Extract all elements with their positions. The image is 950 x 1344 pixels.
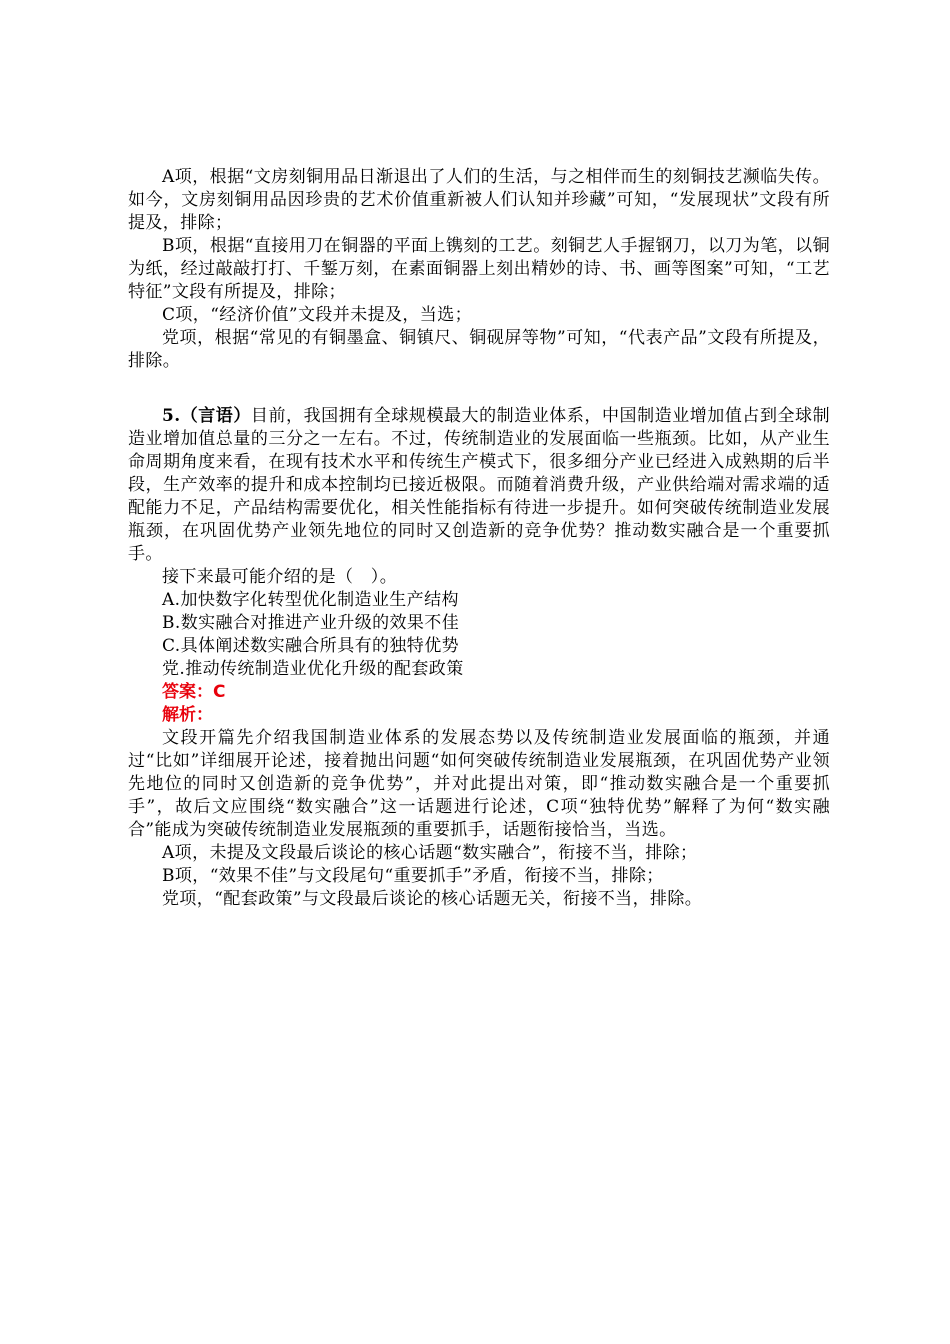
option-d: 党.推动传统制造业优化升级的配套政策 — [162, 659, 464, 679]
analysis-option-c: C项，“经济价值”文段并未提及，当选； — [162, 305, 472, 325]
question-number: 5.（言语） — [162, 406, 251, 426]
option-b: B.数实融合对推进产业升级的效果不佳 — [162, 613, 460, 633]
question-prompt: 接下来最可能介绍的是（ ）。 — [162, 567, 398, 587]
option-c: C.具体阐述数实融合所具有的独特优势 — [162, 636, 460, 656]
analysis-option-d: 党项，根据“常见的有铜墨盒、铜镇尺、铜砚屏等物”可知，“代表产品”文段有所提及，排除。 — [128, 328, 830, 371]
analysis-label: 解析： — [162, 705, 213, 725]
question-5 — [128, 405, 830, 911]
answer-label: 答案：C — [162, 682, 226, 702]
option-a: A.加快数字化转型优化制造业生产结构 — [162, 590, 459, 610]
analysis-text: 文段开篇先介绍我国制造业体系的发展态势以及传统制造业发展面临的瓶颈，并通过“比如”详细展开论述，接着抛出问题“如何突破传统制造业发展瓶颈，在巩固优势产业领先地位的同时又创造新的竞争优势”，并对此提出对策，即“推动数实融合是一个重要抓手”，故后文应围绕“数实融合”这一话题进行论述，C项“独特优势”解释了为何“数实融合”能成为突破传统制造业发展瓶颈的重要抓手，话题衔接恰当，当选。 — [128, 728, 830, 840]
elimination-d: 党项，“配套政策”与文段最后谈论的核心话题无关，衔接不当，排除。 — [162, 889, 703, 909]
analysis-option-a: A项，根据“文房刻铜用品日渐退出了人们的生活，与之相伴而生的刻铜技艺濒临失传。如今，文房刻铜用品因珍贵的艺术价值重新被人们认知并珍藏”可知，“发展现状”文段有所提及，排除； — [128, 167, 830, 233]
elimination-b: B项，“效果不佳”与文段尾句“重要抓手”矛盾，衔接不当，排除； — [162, 866, 664, 886]
question-stem-text: 目前，我国拥有全球规模最大的制造业体系，中国制造业增加值占到全球制造业增加值总量的三分之一左右。不过，传统制造业的发展面临一些瓶颈。比如，从产业生命周期角度来看，在现有技术水平和传统生产模式下，很多细分产业已经进入成熟期的后半段，生产效率的提升和成本控制均已接近极限。而随着消费升级，产业供给端对需求端的适配能力不足，产品结构需要优化，相关性能指标有待进一步提升。如何突破传统制造业发展瓶颈，在巩固优势产业领先地位的同时又创造新的竞争优势？推动数实融合是一个重要抓手。 — [128, 406, 830, 564]
analysis-option-b: B项，根据“直接用刀在铜器的平面上镌刻的工艺。刻铜艺人手握钢刀，以刀为笔，以铜为纸，经过敲敲打打、千錾万刻，在素面铜器上刻出精妙的诗、书、画等图案”可知，“工艺特征”文段有所提及，排除； — [128, 236, 830, 302]
previous-analysis — [128, 166, 830, 373]
question-stem — [128, 405, 830, 566]
elimination-a: A项，未提及文段最后谈论的核心话题“数实融合”，衔接不当，排除； — [162, 843, 698, 863]
